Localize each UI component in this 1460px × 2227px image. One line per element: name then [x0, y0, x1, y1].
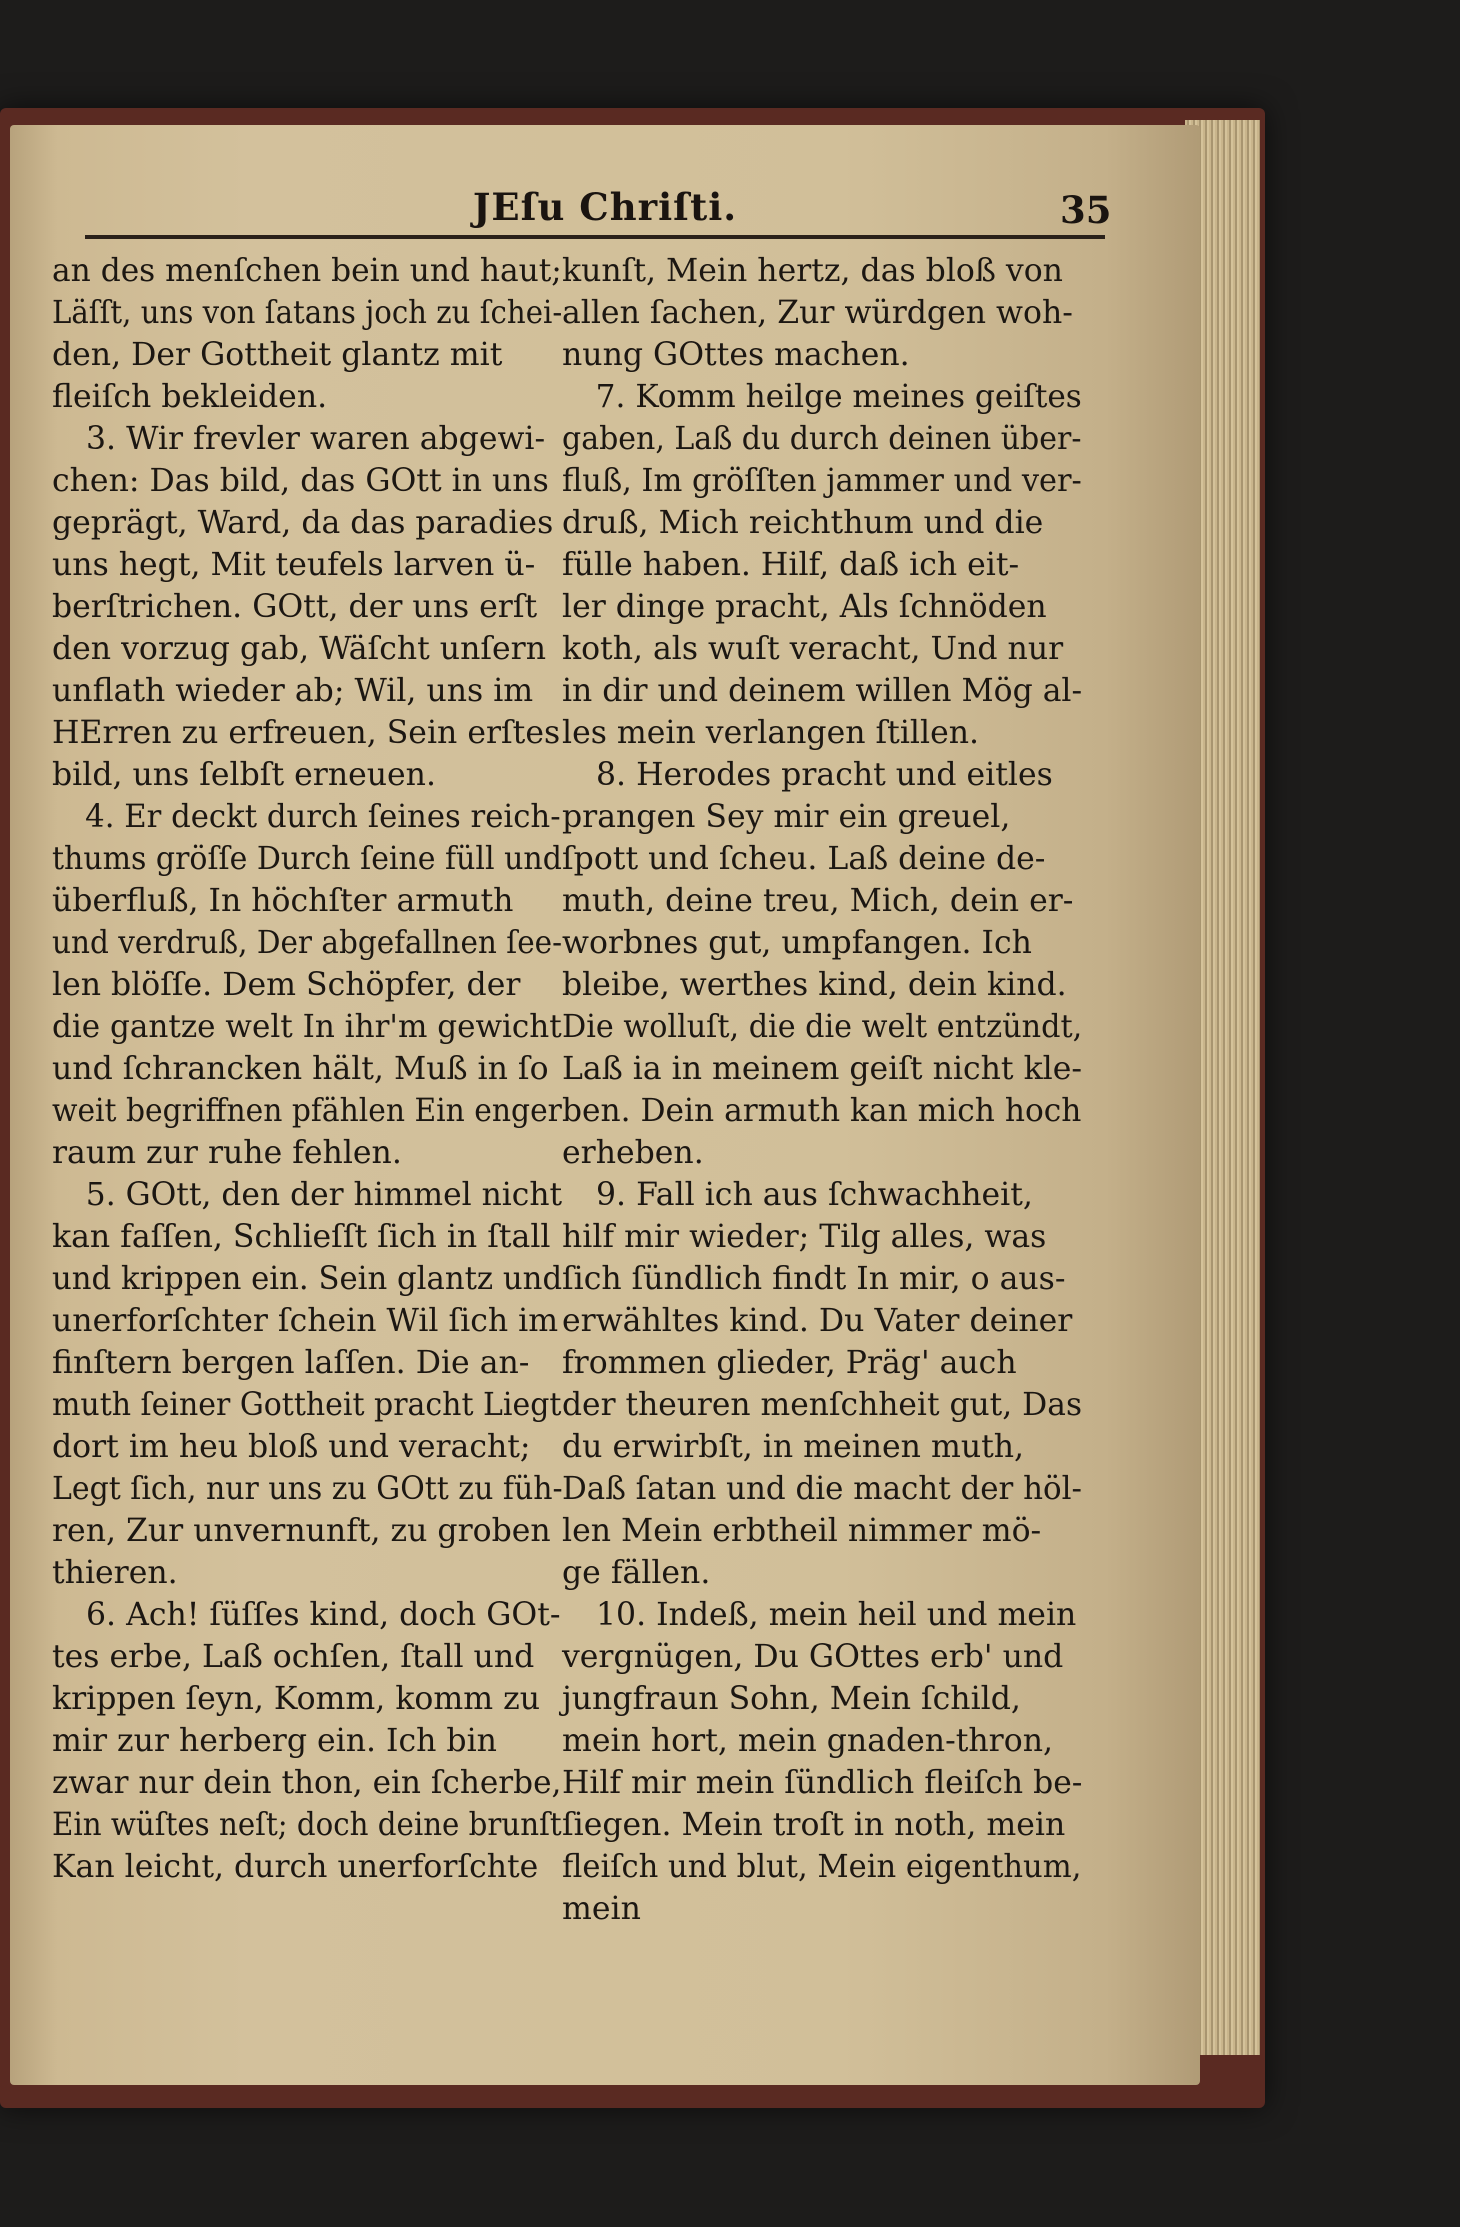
text-line: len Mein erbtheil nimmer mö- — [562, 1513, 1042, 1549]
text-line: 8. Herodes pracht und eitles — [596, 757, 1053, 793]
text-line: an des menſchen bein und haut; — [52, 253, 562, 289]
text-line: Ein wüſtes neſt; doch deine brunſt — [52, 1807, 562, 1843]
text-line: und krippen ein. Sein glantz und — [52, 1261, 563, 1297]
text-line: 4. Er deckt durch ſeines reich- — [85, 799, 561, 835]
text-line: raum zur ruhe fehlen. — [52, 1135, 402, 1171]
text-line: ren, Zur unvernunft, zu groben — [52, 1513, 551, 1549]
text-line: den vorzug gab, Wäſcht unſern — [52, 631, 547, 667]
text-line: fleiſch und blut, Mein eigenthum, — [562, 1849, 1082, 1885]
text-line: jungfraun Sohn, Mein ſchild, — [562, 1681, 1021, 1717]
text-line: fülle haben. Hilf, daß ich eit- — [562, 547, 1020, 583]
text-line: uns hegt, Mit teufels larven ü- — [52, 547, 536, 583]
text-line: und verdruß, Der abgefallnen ſee- — [52, 925, 563, 961]
text-line: 5. GOtt, den der himmel nicht — [85, 1177, 563, 1213]
text-line: chen: Das bild, das GOtt in uns — [52, 463, 549, 499]
text-line: kan faſſen, Schlieſſt ſich in ſtall — [52, 1219, 551, 1255]
text-line: und ſchrancken hält, Muß in ſo — [52, 1051, 549, 1087]
text-line: überfluß, In höchſter armuth — [52, 883, 514, 919]
header-rule — [85, 235, 1105, 239]
text-line: frommen glieder, Präg' auch — [562, 1345, 1017, 1381]
text-line: vergnügen, Du GOttes erb' und — [562, 1639, 1064, 1675]
page-number: 35 — [1060, 188, 1112, 232]
running-title: JEſu Chriſti. — [472, 185, 738, 229]
text-line: 7. Komm heilge meines geiſtes — [595, 379, 1082, 415]
text-line: erwähltes kind. Du Vater deiner — [562, 1303, 1073, 1339]
text-line: berſtrichen. GOtt, der uns erſt — [52, 589, 538, 625]
text-line: du erwirbſt, in meinen muth, — [562, 1429, 1025, 1465]
text-line: finſtern bergen laſſen. Die an- — [52, 1345, 530, 1381]
text-line: 9. Fall ich aus ſchwachheit, — [596, 1177, 1033, 1213]
text-line: zwar nur dein thon, ein ſcherbe, — [52, 1765, 562, 1801]
text-line: gaben, Laß du durch deinen über- — [562, 421, 1082, 457]
text-line: 3. Wir frevler waren abgewi- — [86, 421, 546, 457]
text-line: thums gröſſe Durch ſeine füll und — [52, 841, 562, 877]
text-line: krippen ſeyn, Komm, komm zu — [52, 1681, 541, 1717]
text-column-left — [52, 250, 562, 1888]
text-line: len blöſſe. Dem Schöpfer, der — [52, 967, 521, 1003]
text-line: dort im heu bloß und veracht; — [52, 1429, 531, 1465]
text-line: worbnes gut, umpfangen. Ich — [562, 925, 1032, 961]
text-line: Kan leicht, durch unerforſchte — [52, 1849, 539, 1885]
text-line: der theuren menſchheit gut, Das — [562, 1387, 1083, 1423]
text-line: fleiſch bekleiden. — [52, 379, 328, 415]
text-line: muth, deine treu, Mich, dein er- — [562, 883, 1074, 919]
text-line: ler dinge pracht, Als ſchnöden — [562, 589, 1047, 625]
text-line: Laß ia in meinem geiſt nicht kle- — [562, 1051, 1083, 1087]
text-column-right — [562, 250, 1082, 1930]
text-line: die gantze welt In ihr'm gewicht — [52, 1009, 562, 1045]
text-line: 10. Indeß, mein heil und mein — [596, 1597, 1077, 1633]
text-line: koth, als wuſt veracht, Und nur — [562, 631, 1064, 667]
text-line: prangen Sey mir ein greuel, — [562, 799, 1011, 835]
text-line: Legt ſich, nur uns zu GOtt zu füh- — [52, 1471, 563, 1507]
text-line: geprägt, Ward, da das paradies — [52, 505, 554, 541]
text-line: erheben. — [562, 1135, 704, 1171]
text-line: hilf mir wieder; Tilg alles, was — [562, 1219, 1047, 1255]
text-line: Die wolluſt, die die welt entzündt, — [562, 1009, 1083, 1045]
text-line: Daß ſatan und die macht der höl- — [562, 1471, 1082, 1507]
text-line: mein hort, mein gnaden-thron, — [562, 1723, 1054, 1759]
text-line: Hilf mir mein ſündlich fleiſch be- — [562, 1765, 1083, 1801]
text-line: unflath wieder ab; Wil, uns im — [52, 673, 534, 709]
text-line: nung GOttes machen. — [562, 337, 910, 373]
text-line: ſich ſündlich findt In mir, o aus- — [562, 1261, 1066, 1297]
text-line: tes erbe, Laß ochſen, ſtall und — [52, 1639, 535, 1675]
text-line: ben. Dein armuth kan mich hoch — [562, 1093, 1082, 1129]
text-line: unerforſchter ſchein Wil ſich im — [52, 1303, 559, 1339]
text-line: mir zur herberg ein. Ich bin — [52, 1723, 497, 1759]
text-line: in dir und deinem willen Mög al- — [562, 673, 1083, 709]
text-line: Läſſt, uns von ſatans joch zu ſchei- — [52, 295, 563, 331]
text-line: mein — [562, 1891, 641, 1927]
text-line: weit begriffnen pfählen Ein enger — [52, 1093, 562, 1129]
text-line: fluß, Im gröſſten jammer und ver- — [562, 463, 1082, 499]
text-line: kunſt, Mein hertz, das bloß von — [562, 253, 1063, 289]
text-line: ge fällen. — [562, 1555, 711, 1591]
text-line: allen ſachen, Zur würdgen woh- — [562, 295, 1073, 331]
text-line: bild, uns ſelbſt erneuen. — [52, 757, 436, 793]
text-line: ſpott und ſcheu. Laß deine de- — [562, 841, 1046, 877]
text-line: druß, Mich reichthum und die — [562, 505, 1044, 541]
text-line: den, Der Gottheit glantz mit — [52, 337, 503, 373]
text-line: thieren. — [52, 1555, 178, 1591]
text-line: ſiegen. Mein troſt in noth, mein — [562, 1807, 1066, 1843]
text-line: muth ſeiner Gottheit pracht Liegt — [52, 1387, 562, 1423]
text-line: les mein verlangen ſtillen. — [562, 715, 980, 751]
text-line: 6. Ach! ſüſſes kind, doch GOt- — [86, 1597, 561, 1633]
text-line: HErren zu erfreuen, Sein erſtes — [52, 715, 561, 751]
text-line: bleibe, werthes kind, dein kind. — [562, 967, 1067, 1003]
